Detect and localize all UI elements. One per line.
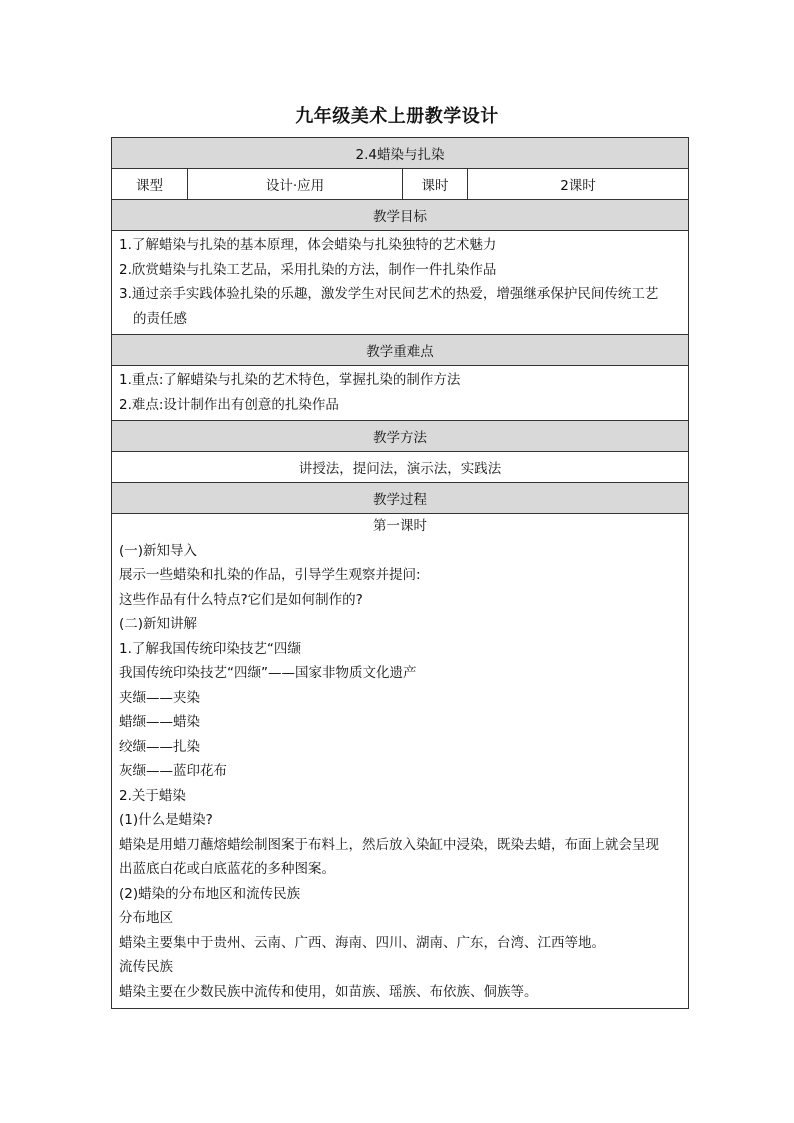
objective-item: 3.通过亲手实践体验扎染的乐趣，激发学生对民间艺术的热爱，增强继承保护民间传统工艺: [119, 286, 659, 302]
lesson-hours-label: 课时: [403, 169, 468, 200]
process-heading: 教学过程: [112, 483, 689, 514]
objectives-heading: 教学目标: [112, 200, 689, 231]
methods-text: 讲授法，提问法，演示法，实践法: [112, 452, 689, 483]
process-line: 蜡染主要集中于贵州、云南、广西、海南、四川、湖南、广东，台湾、江西等地。: [119, 934, 605, 951]
process-line: 我国传统印染技艺“四缬”——国家非物质文化遗产: [119, 665, 417, 681]
process-content: [112, 514, 689, 1009]
objective-item: 1.了解蜡染与扎染的基本原理，体会蜡染与扎染独特的艺术魅力: [119, 237, 497, 253]
session-title: 第一课时: [373, 518, 428, 534]
lesson-hours-value: 2课时: [468, 169, 689, 200]
process-line: 出蓝底白花或白底蓝花的多种图案。: [119, 861, 335, 877]
key-points-list: [112, 366, 689, 421]
process-line: (一)新知导入: [119, 542, 198, 559]
process-line: (二)新知讲解: [119, 616, 198, 632]
process-line: 夹缬——夹染: [119, 689, 200, 706]
methods-heading-row: [112, 421, 689, 452]
process-body-row: [112, 514, 689, 1009]
lesson-name: 2.4蜡染与扎染: [112, 138, 689, 169]
lesson-plan-table: [111, 137, 689, 1009]
key-points-body-row: [112, 366, 689, 421]
process-line: (2)蜡染的分布地区和流传民族: [119, 885, 301, 902]
page-title: 九年级美术上册教学设计: [295, 106, 499, 127]
process-line: 蜡染是用蜡刀蘸熔蜡绘制图案于布料上，然后放入染缸中浸染，既染去蜡，布面上就会呈现: [119, 836, 659, 853]
lesson-type-value: 设计·应用: [188, 169, 403, 200]
methods-heading: 教学方法: [112, 421, 689, 452]
lesson-type-label: 课型: [112, 169, 188, 200]
objectives-list: [112, 231, 689, 335]
objective-item-continuation: 的责任感: [133, 310, 187, 327]
process-line: 蜡缬——蜡染: [119, 714, 200, 730]
objectives-heading-row: [112, 200, 689, 231]
process-line: 绞缬——扎染: [119, 738, 200, 755]
process-line: 2.关于蜡染: [119, 787, 186, 804]
process-line: 1.了解我国传统印染技艺“四缬: [119, 640, 301, 657]
key-points-heading-row: [112, 335, 689, 366]
objectives-body-row: [112, 231, 689, 335]
objective-item: 2.欣赏蜡染与扎染工艺品，采用扎染的方法，制作一件扎染作品: [119, 261, 497, 278]
process-line: (1)什么是蜡染?: [119, 812, 213, 828]
process-line: 灰缬——蓝印花布: [119, 763, 227, 779]
lesson-info-row: [112, 169, 689, 200]
key-point-item: 1.重点:了解蜡染与扎染的艺术特色，掌握扎染的制作方法: [119, 372, 461, 388]
lesson-name-row: [112, 138, 689, 169]
key-points-heading: 教学重难点: [112, 335, 689, 366]
process-heading-row: [112, 483, 689, 514]
process-line: 蜡染主要在少数民族中流传和使用，如苗族、瑶族、布依族、侗族等。: [119, 983, 538, 1000]
key-point-item: 2.难点:设计制作出有创意的扎染作品: [119, 396, 339, 413]
methods-body-row: [112, 452, 689, 483]
process-line: 流传民族: [119, 959, 173, 975]
process-line: 展示一些蜡染和扎染的作品，引导学生观察并提问:: [119, 567, 421, 583]
process-line: 这些作品有什么特点?它们是如何制作的?: [119, 591, 363, 608]
process-line: 分布地区: [119, 910, 173, 926]
